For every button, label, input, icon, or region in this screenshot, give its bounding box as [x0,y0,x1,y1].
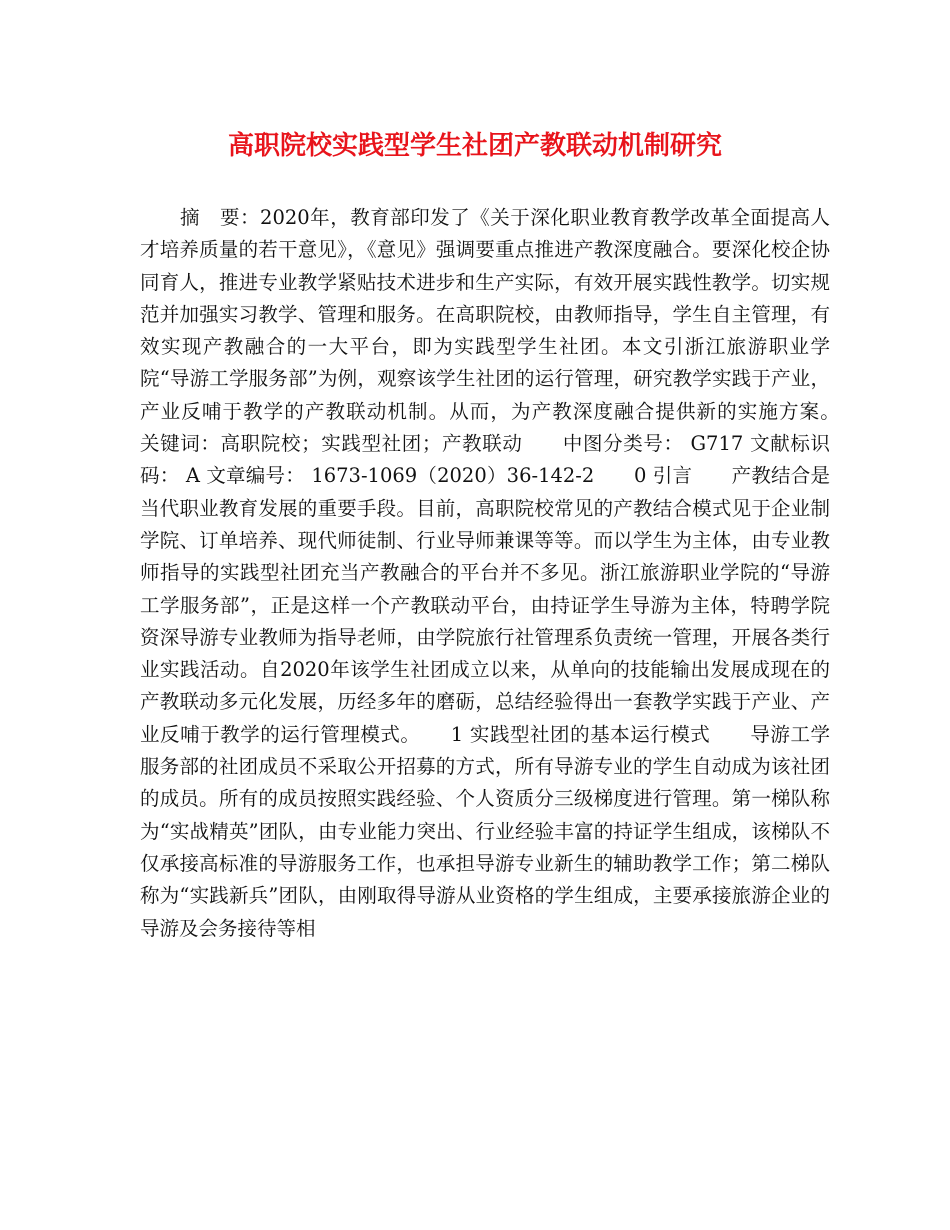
document-title: 高职院校实践型学生社团产教联动机制研究 [227,131,722,161]
document-body-paragraph: 摘 要：2020年，教育部印发了《关于深化职业教育教学改革全面提高人才培养质量的若干意见》，《意见》强调要重点推进产教深度融合。要深化校企协同育人，推进专业教学紧贴技术进步和生产实际，有效开展实践性教学。切实规范并加强实习教学、管理和服务。在高职院校，由教师指导，学生自主管理，有效实现产教融合的一大平台，即为实践型学生社团。本文引浙江旅游职业学院“导游工学服务部”为例，观察该学生社团的运行管理，研究教学实践于产业，产业反哺于教学的产教联动机制。从而，为产教深度融合提供新的实施方案。 关键词：高职院校；实践型社团；产教联动 中图分类号： G717 文献标识码： A 文章编号： 1673-1069（2020）36-142-2 0 引言 产教结合是当代职业教育发展的重要手段。目前，高职院校常见的产教结合模式见于企业制学院、订单培养、现代师徒制、行业导师兼课等等。而以学生为主体，由专业教师指导的实践型社团充当产教融合的平台并不多见。浙江旅游职业学院的“导游工学服务部”，正是这样一个产教联动平台，由持证学生导游为主体，特聘学院资深导游专业教师为指导老师，由学院旅行社管理系负责统一管理，开展各类行业实践活动。自2020年该学生社团成立以来，从单向的技能输出发展成现在的产教联动多元化发展，历经多年的磨砺，总结经验得出一套教学实践于产业、产业反哺于教学的运行管理模式。 1 实践型社团的基本运行模式 导游工学服务部的社团成员不采取公开招募的方式，所有导游专业的学生自动成为该社团的成员。所有的成员按照实践经验、个人资质分三级梯度进行管理。第一梯队称为“实战精英”团队，由专业能力突出、行业经验丰富的持证学生组成，该梯队不仅承接高标准的导游服务工作，也承担导游专业新生的辅助教学工作；第二梯队称为“实践新兵”团队，由刚取得导游从业资格的学生组成，主要承接旅游企业的导游及会务接待等相 [140,206,870,940]
